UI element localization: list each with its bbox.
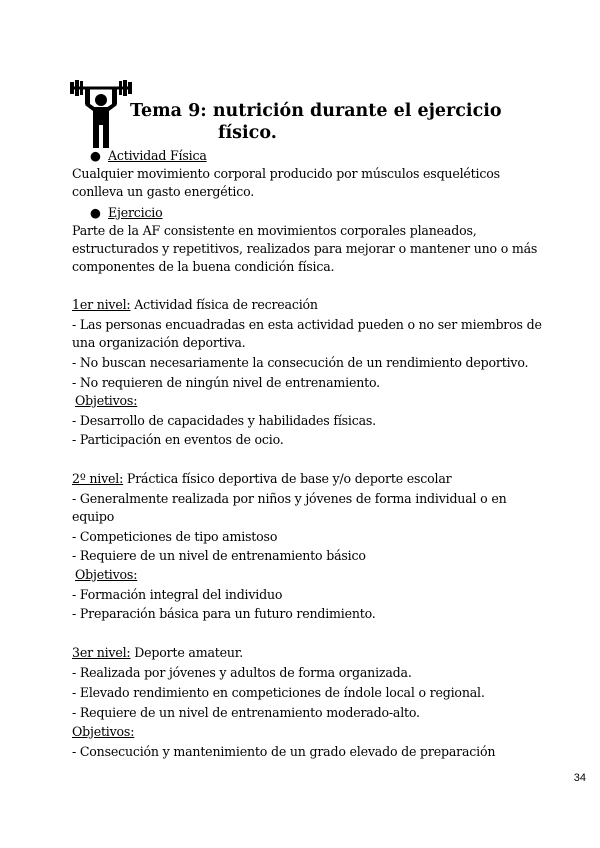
list-item: - No buscan necesariamente la consecución de un rendimiento deportivo. xyxy=(72,355,529,370)
bullet-icon: ● xyxy=(90,205,101,220)
list-item: - Preparación básica para un futuro rendimiento. xyxy=(72,606,376,621)
objectives-label: Objetivos: xyxy=(75,393,138,408)
definition-text: Parte de la AF consistente en movimientos corporales planeados, xyxy=(72,223,477,238)
list-item: equipo xyxy=(72,509,115,524)
weightlifter-icon xyxy=(70,78,132,148)
level-3-heading xyxy=(72,645,243,661)
level-label: 1er nivel: xyxy=(72,297,131,312)
objectives-label: Objetivos: xyxy=(75,567,138,582)
list-item: - No requieren de ningún nivel de entrenamiento. xyxy=(72,375,380,390)
list-item: - Generalmente realizada por niños y jóvenes de forma individual o en xyxy=(72,491,507,506)
list-item: - Competiciones de tipo amistoso xyxy=(72,529,278,544)
page-number: 34 xyxy=(573,772,586,784)
list-item: - Realizada por jóvenes y adultos de forma organizada. xyxy=(72,665,412,680)
definition-text: componentes de la buena condición física. xyxy=(72,259,335,274)
title-line-2: físico. xyxy=(218,123,277,143)
page-title xyxy=(130,100,502,144)
list-item: - Las personas encuadradas en esta actividad pueden o no ser miembros de xyxy=(72,317,542,332)
list-item: - Elevado rendimiento en competiciones de índole local o regional. xyxy=(72,685,485,700)
list-item: una organización deportiva. xyxy=(72,335,246,350)
level-2-heading xyxy=(72,471,452,487)
list-item: - Requiere de un nivel de entrenamiento básico xyxy=(72,548,366,563)
list-item: - Participación en eventos de ocio. xyxy=(72,432,284,447)
term-actividad-fisica: Actividad Física xyxy=(108,148,207,163)
term-ejercicio: Ejercicio xyxy=(108,205,163,220)
level-label: 3er nivel: xyxy=(72,645,131,660)
definition-text: Cualquier movimiento corporal producido por músculos esqueléticos xyxy=(72,166,500,181)
list-item: - Consecución y mantenimiento de un grado elevado de preparación xyxy=(72,744,496,759)
level-title: Deporte amateur. xyxy=(130,645,244,660)
list-item: - Desarrollo de capacidades y habilidades físicas. xyxy=(72,413,376,428)
bullet-icon: ● xyxy=(90,148,101,163)
level-title: Práctica físico deportiva de base y/o deporte escolar xyxy=(123,471,452,486)
title-line-1: Tema 9: nutrición durante el ejercicio xyxy=(130,101,502,121)
objectives-label: Objetivos: xyxy=(72,724,135,739)
level-1-heading xyxy=(72,297,318,313)
definition-text: estructurados y repetitivos, realizados para mejorar o mantener uno o más xyxy=(72,241,538,256)
list-item: - Formación integral del individuo xyxy=(72,587,283,602)
level-title: Actividad física de recreación xyxy=(130,297,318,312)
list-item: - Requiere de un nivel de entrenamiento moderado-alto. xyxy=(72,705,420,720)
definition-text: conlleva un gasto energético. xyxy=(72,184,255,199)
level-label: 2º nivel: xyxy=(72,471,124,486)
